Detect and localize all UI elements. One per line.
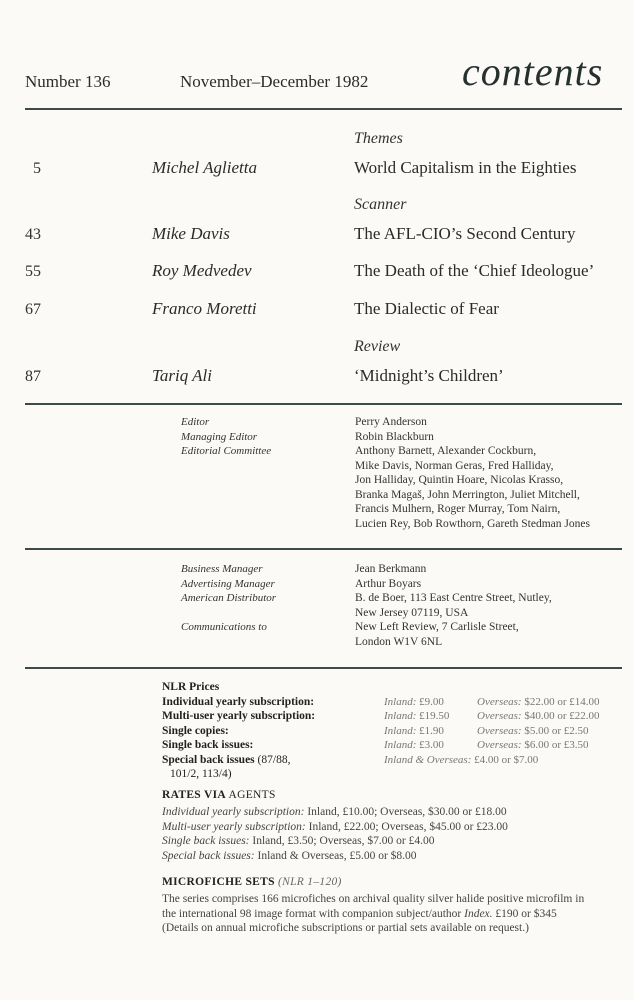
author: Mike Davis xyxy=(152,224,230,243)
role-editor: Editor xyxy=(181,416,210,428)
agent-rate-text: Inland, £10.00; Overseas, $30.00 or £18.00 xyxy=(307,806,507,818)
page-number: 67 xyxy=(25,301,41,318)
overseas-label: Overseas: xyxy=(477,695,522,708)
article-title[interactable]: The Death of the ‘Chief Ideologue’ xyxy=(354,261,595,280)
inland-label: Inland: xyxy=(384,695,417,708)
name-line: Arthur Boyars xyxy=(355,577,422,590)
name-line: Francis Mulhern, Roger Murray, Tom Nairn, xyxy=(355,503,561,515)
agents-heading xyxy=(162,789,508,801)
article-title[interactable]: The AFL-CIO’s Second Century xyxy=(354,224,576,243)
name-line: Branka Magaš, John Merrington, Juliet Mitchell, xyxy=(355,488,580,501)
microfiche-text: The series comprises 166 microfiches on archival quality silver halide positive microfilm in xyxy=(162,893,585,905)
author: Tariq Ali xyxy=(152,366,213,385)
business-names xyxy=(355,562,552,649)
divider xyxy=(25,403,622,405)
name-line: Mike Davis, Norman Geras, Fred Halliday, xyxy=(355,459,554,472)
agents-section xyxy=(162,789,508,863)
overseas-price: $6.00 or £3.50 xyxy=(524,739,589,751)
microfiche-text-b: £190 or $345 xyxy=(492,907,557,920)
price-label: Multi-user yearly subscription: xyxy=(162,710,316,722)
inland-price: £19.50 xyxy=(419,710,450,722)
agent-rate xyxy=(162,820,508,835)
microfiche-heading xyxy=(162,876,584,888)
overseas-label: Overseas: xyxy=(477,739,522,751)
inland-label: Inland: xyxy=(384,710,417,722)
overseas-price: $40.00 or £22.00 xyxy=(524,710,600,722)
role-business-manager: Business Manager xyxy=(181,563,263,575)
issue-number: Number 136 xyxy=(25,72,111,91)
section-heading: Themes xyxy=(354,130,403,147)
role-managing-editor: Managing Editor xyxy=(181,430,258,443)
editorial-names xyxy=(355,415,590,531)
agent-rate-text: Inland, £3.50; Overseas, $7.00 or £4.00 xyxy=(252,835,435,847)
microfiche-text-a: the international 98 image format with companion subject/author xyxy=(162,907,465,920)
address-line: London W1V 6NL xyxy=(355,635,443,648)
prices-section xyxy=(162,680,315,782)
spacer xyxy=(181,606,276,621)
inland-label: Inland: xyxy=(384,739,417,751)
overseas-price: $5.00 or £2.50 xyxy=(524,724,589,737)
special-label: Special back issues xyxy=(162,753,255,766)
address-line: B. de Boer, 113 East Centre Street, Nutley, xyxy=(355,592,552,604)
role-advertising-manager: Advertising Manager xyxy=(181,577,275,590)
overseas-label: Overseas: xyxy=(477,724,522,737)
business-roles xyxy=(181,562,276,635)
special-label-extra: (87/88, xyxy=(257,753,291,766)
page-number: 5 xyxy=(33,160,41,177)
agent-rate-label: Special back issues: xyxy=(162,849,255,862)
price-label: Single copies: xyxy=(162,724,229,737)
microfiche-section xyxy=(162,876,584,936)
agent-rate-text: Inland & Overseas, £5.00 or $8.00 xyxy=(257,849,417,862)
role-american-distributor: American Distributor xyxy=(181,592,277,604)
overseas-label: Overseas: xyxy=(477,710,522,722)
divider xyxy=(25,548,622,550)
page-number: 55 xyxy=(25,263,41,280)
section-heading: Scanner xyxy=(354,196,407,213)
agent-rate-text: Inland, £22.00; Overseas, $45.00 or £23.00 xyxy=(308,820,508,833)
prices-heading: NLR Prices xyxy=(162,681,220,693)
issue-date: November–December 1982 xyxy=(180,72,369,91)
article-title[interactable]: ‘Midnight’s Children’ xyxy=(354,366,504,385)
name-line: Jon Halliday, Quintin Hoare, Nicolas Krasso, xyxy=(355,474,564,486)
page-number: 87 xyxy=(25,368,41,385)
name-line: Robin Blackburn xyxy=(355,430,434,443)
article-title[interactable]: World Capitalism in the Eighties xyxy=(354,158,577,177)
price-label xyxy=(162,753,315,768)
editorial-roles xyxy=(181,415,271,459)
microfiche-heading-text: MICROFICHE SETS xyxy=(162,876,275,888)
agent-rate-label: Single back issues: xyxy=(162,835,250,847)
microfiche-text xyxy=(162,907,584,922)
combined-price: £4.00 or $7.00 xyxy=(474,753,539,766)
microfiche-heading-extra: (NLR 1–120) xyxy=(278,876,342,888)
overseas-prices xyxy=(477,695,600,753)
agent-rate xyxy=(162,805,508,820)
overseas-price: $22.00 or £14.00 xyxy=(524,695,600,708)
agent-rate-label: Multi-user yearly subscription: xyxy=(162,820,306,833)
author: Michel Aglietta xyxy=(152,158,257,177)
agent-rate xyxy=(162,849,508,864)
author: Franco Moretti xyxy=(152,299,257,318)
inland-price: £9.00 xyxy=(419,695,444,708)
agent-rate-label: Individual yearly subscription: xyxy=(162,806,305,818)
article-title[interactable]: The Dialectic of Fear xyxy=(354,299,499,318)
agents-heading-rest: AGENTS xyxy=(228,789,276,801)
address-line: New Left Review, 7 Carlisle Street, xyxy=(355,621,519,633)
inland-price: £3.00 xyxy=(419,739,444,751)
name-line: Anthony Barnett, Alexander Cockburn, xyxy=(355,445,537,457)
inland-label: Inland: xyxy=(384,724,417,737)
section-heading: Review xyxy=(354,338,401,355)
agent-rate xyxy=(162,834,508,849)
index-word: Index. xyxy=(464,907,493,920)
role-communications: Communications to xyxy=(181,621,267,633)
special-label-cont: 101/2, 113/4) xyxy=(170,768,232,780)
inland-price: £1.90 xyxy=(419,724,444,737)
price-label: Individual yearly subscription: xyxy=(162,695,315,708)
name-line: Jean Berkmann xyxy=(355,563,427,575)
microfiche-text: (Details on annual microfiche subscriptions or partial sets available on request.) xyxy=(162,922,529,934)
name-line: Lucien Rey, Bob Rowthorn, Gareth Stedman Jones xyxy=(355,517,590,530)
page-title: contents xyxy=(462,49,604,94)
page-number: 43 xyxy=(25,226,41,243)
combined-label: Inland & Overseas: xyxy=(384,753,472,766)
name-line: Perry Anderson xyxy=(355,416,427,428)
divider xyxy=(25,667,622,669)
author: Roy Medvedev xyxy=(152,261,252,280)
divider xyxy=(25,108,622,110)
role-editorial-committee: Editorial Committee xyxy=(181,445,272,457)
address-line: New Jersey 07119, USA xyxy=(355,606,469,619)
agents-heading-bold: RATES VIA xyxy=(162,789,226,801)
price-label: Single back issues: xyxy=(162,739,254,751)
